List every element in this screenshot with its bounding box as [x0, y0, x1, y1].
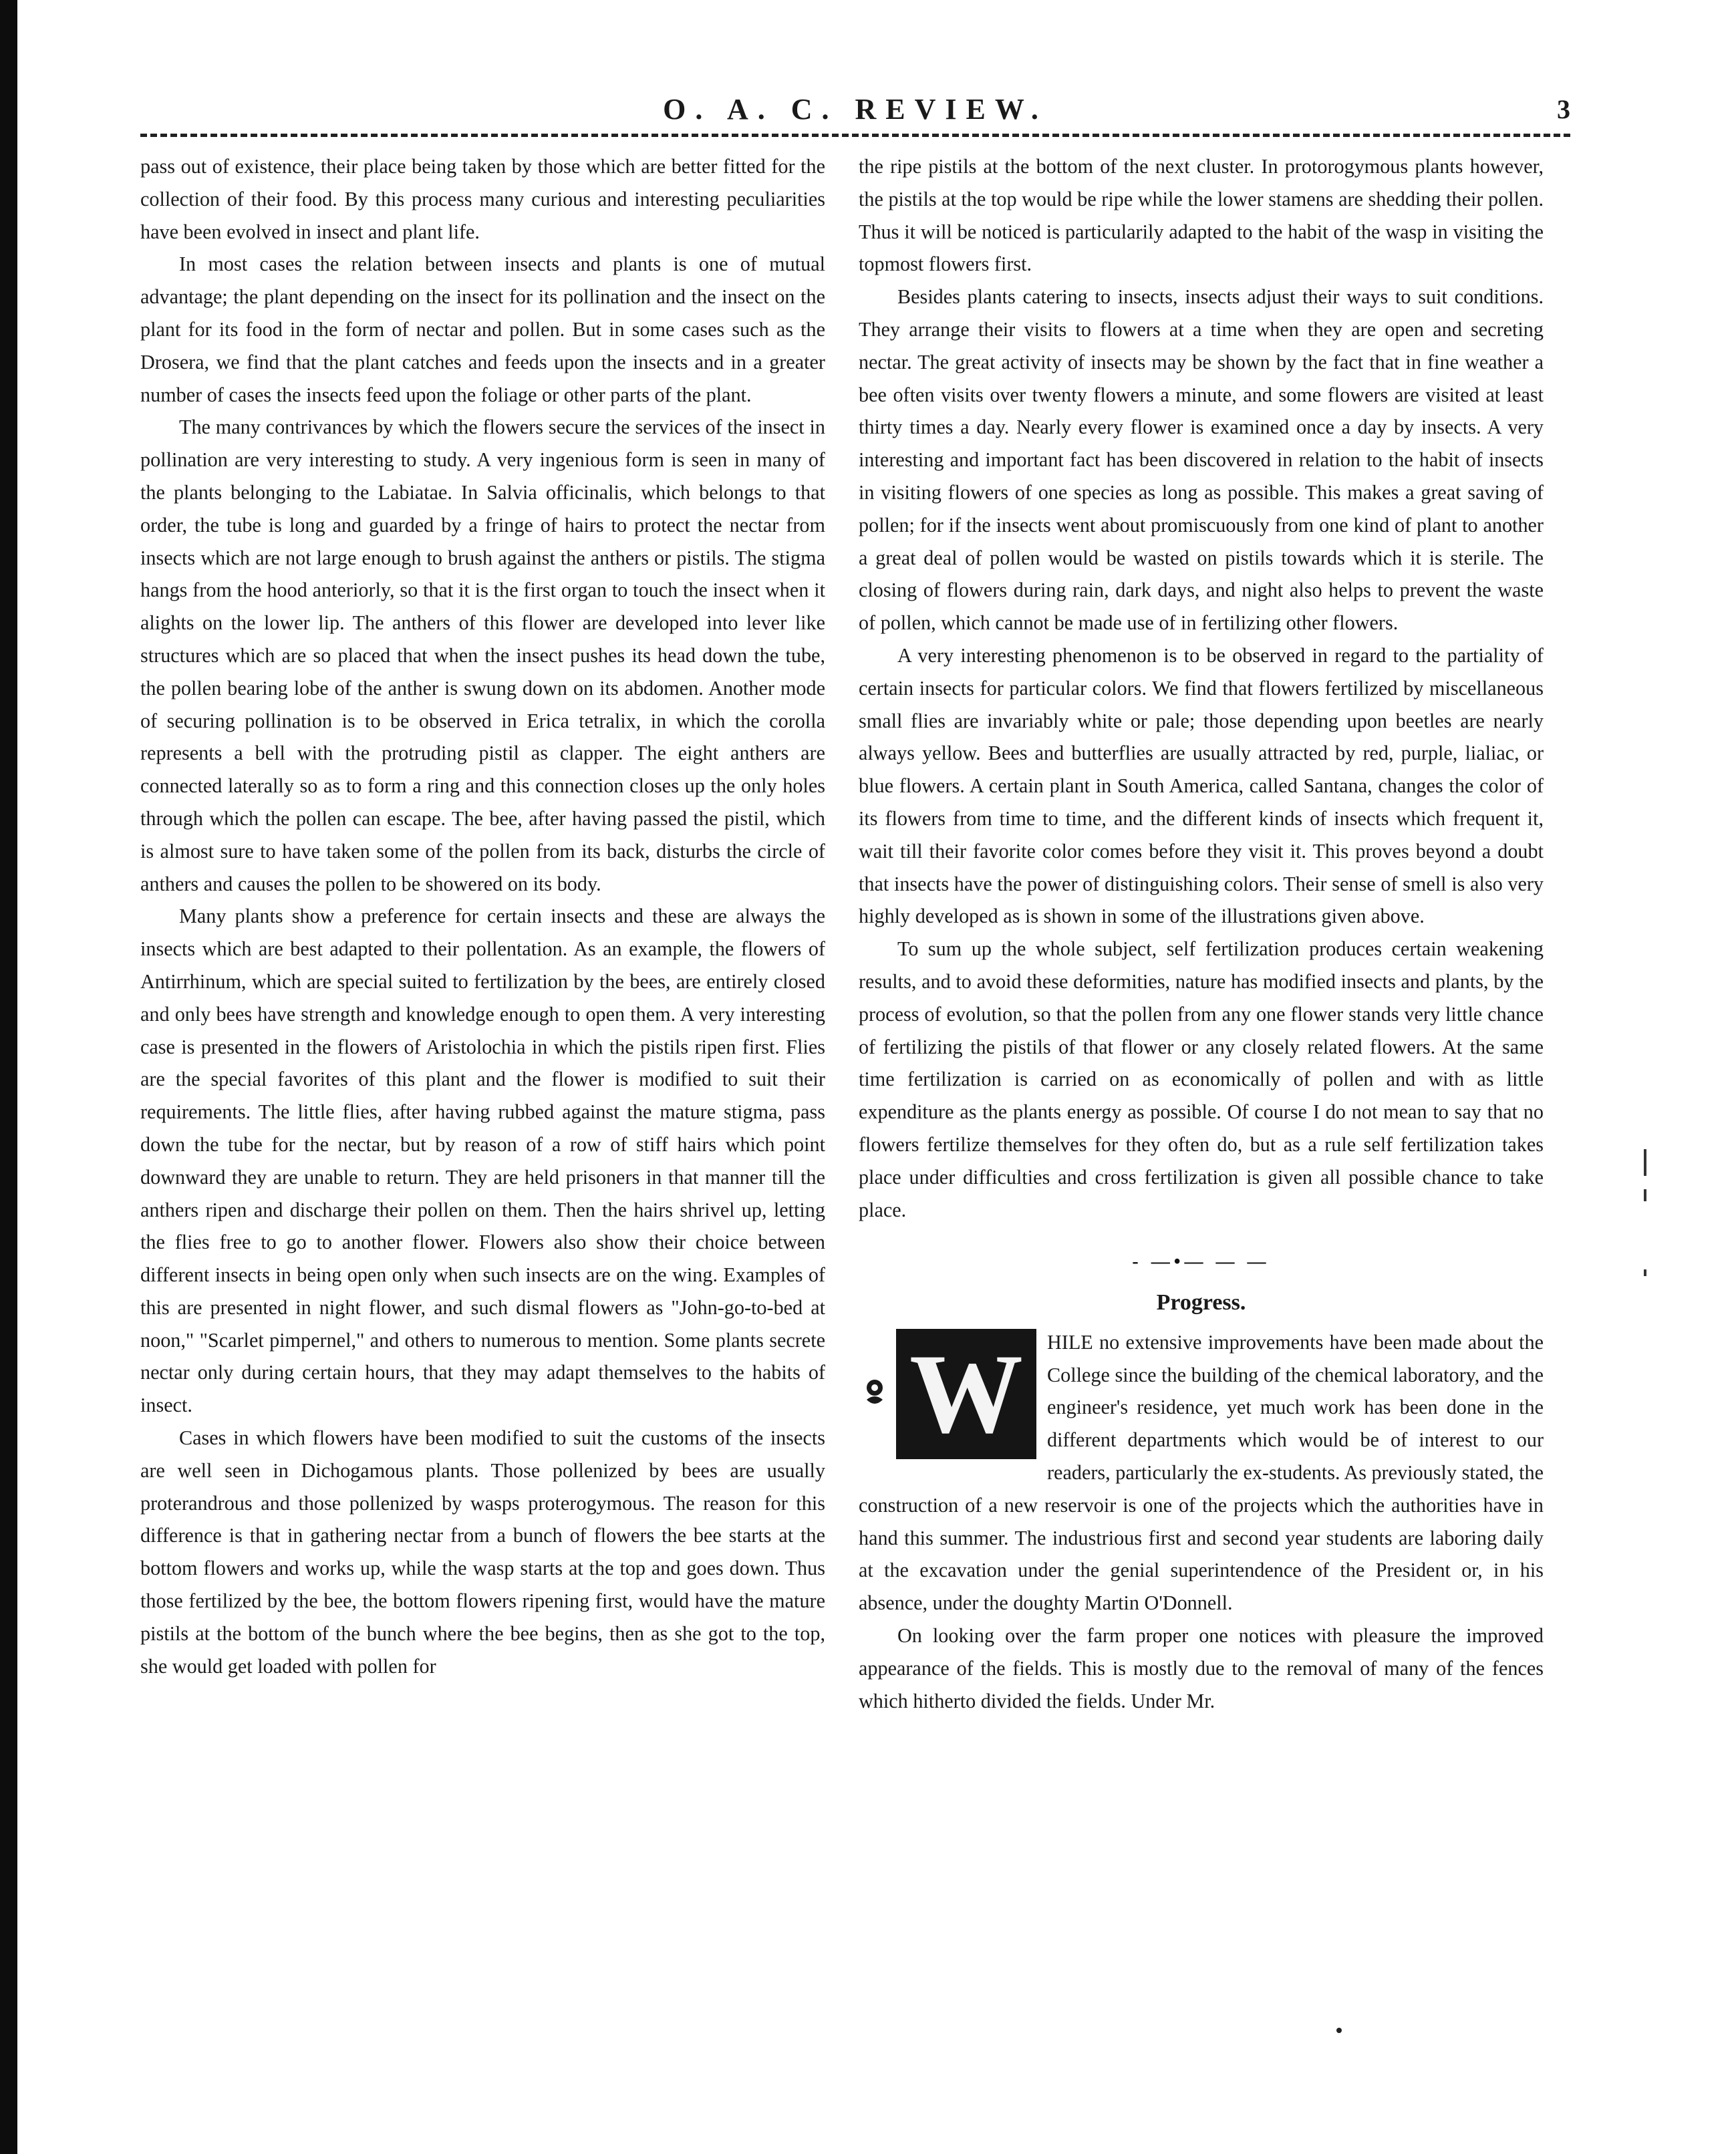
paragraph: A very interesting phenomenon is to be observed in regard to the partiality of certain insects for particular colors. We find that flowers fertilized by miscellaneous small flies are invariably white or pale; those depending upon beetles are nearly always yellow. Bees and butterflies are usually attracted by red, purple, lialiac, or blue flowers. A certain plant in South America, called Santana, changes the color of its flowers from time to time, and the different kinds of insects which frequent it, wait till their favorite color comes before they visit it. This proves beyond a doubt that insects have the power of distinguishing colors. Their sense of smell is also very highly developed as is shown in some of the illustrations given above. [859, 643, 1544, 928]
scan-edge-bar [0, 0, 17, 2154]
paragraph: On looking over the farm proper one notices with pleasure the improved appearance of the fields. This is mostly due to the removal of many of the fences which hitherto divided the fields. Under Mr. [859, 1624, 1544, 1712]
page-number: 3 [1557, 94, 1570, 124]
paragraph: Besides plants catering to insects, insects adjust their ways to suit conditions. They arrange their visits to flowers at a time when they are open and secreting nectar. The great activity of insects may be shown by the fact that in fine weather a bee often visits over twenty flowers a minute, and some flowers are visited at least thirty times a day. Nearly every flower is examined once a day by insects. A very interesting and important fact has been discovered in relation to the habit of insects in visiting flowers of one species as long as possible. This makes a great saving of pollen; for if the insects went about promiscuously from one kind of plant to another a great deal of pollen would be wasted on pistils towards which it is sterile. The closing of flowers during rain, dark days, and night also helps to prevent the waste of pollen, which cannot be made use of in fertilizing other flowers. [859, 285, 1544, 635]
margin-mark [1644, 1269, 1646, 1276]
paragraph: Many plants show a preference for certain insects and these are always the insects which are best adapted to their pollentation. As an example, the flowers of Antirrhinum, which are special suited to fertilization by the bees, are entirely closed and only bees have strength and knowledge enough to open them. A very interesting case is presented in the flowers of Aristolochia in which the pistils ripen first. Flies are the special favorites of this plant and the flower is modified to suit their requirements. The little flies, after having rubbed against the mature stigma, pass down the tube for the nectar, but by reason of a row of stiff hairs which point downward they are unable to return. They are held prisoners in that manner till the anthers ripen and discharge their pollen on them. Then the hairs shrivel up, letting the flies free to go to another flower. Flowers also show their choice between different insects in being open only when such insects are on the wing. Examples of this are presented in night flower, and such dismal flowers as "John-go-to-bed at noon," "Scarlet pimpernel," and others to numerous to mention. Some plants secrete nectar only during certain hours, that they may adapt themselves to the habits of insect. [140, 905, 825, 1417]
ink-speck [1336, 2028, 1342, 2033]
paragraph: the ripe pistils at the bottom of the next cluster. In protorogymous plants however, the pistils at the top would be ripe while the lower stamens are shedding their pollen. Thus it will be noticed is particularily adapted to the habit of the wasp in visiting the topmost flowers first. [859, 155, 1544, 276]
page-header [140, 92, 1570, 139]
margin-mark [1644, 1149, 1646, 1176]
section-divider: - —•— — — [1132, 1251, 1270, 1273]
running-title: O. A. C. REVIEW. [663, 93, 1048, 126]
right-column [859, 150, 1544, 2088]
margin-mark [1644, 1189, 1646, 1201]
paragraph: The many contrivances by which the flowers secure the services of the insect in pollination are very interesting to study. A very ingenious form is seen in many of the plants belonging to the Labiatae. In Salvia officinalis, which belongs to that order, the tube is long and guarded by a fringe of hairs to protect the nectar from insects which are not large enough to brush against the anthers or pistils. The stigma hangs from the hood anteriorly, so that it is the first organ to touch the insect when it alights on the lower lip. The anthers of this flower are developed into lever like structures which are so placed that when the insect pushes its head down the tube, the pollen bearing lobe of the anther is swung down on its abdomen. Another mode of securing pollination is to be observed in Erica tetralix, in which the corolla represents a bell with the protruding pistil as clapper. The eight anthers are connected laterally so as to form a ring and this connection closes up the only holes through which the pollen can escape. The bee, after having passed the pistil, which is almost sure to have taken some of the pollen from its back, disturbs the circle of anthers and causes the pollen to be showered on its body. [140, 416, 825, 895]
paragraph: In most cases the relation between insects and plants is one of mutual advantage; the plant depending on the insect for its pollination and the insect on the plant for its food in the form of nectar and pollen. But in some cases such as the Drosera, we find that the plant catches and feeds upon the insects and in a greater number of cases the insects feed upon the foliage or other parts of the plant. [140, 253, 825, 406]
paragraph: To sum up the whole subject, self fertilization produces certain weakening results, and to avoid these deformities, nature has modified insects and plants, by the process of evolution, so that the pollen from any one flower stands very little chance of fertilizing the pistils of that flower or any closely related flowers. At the same time fertilization is carried on as economically of pollen and with as little expenditure as the plants energy as possible. Of course I do not mean to say that no flowers fertilize themselves for they often do, but as a rule self fertilization takes place under difficulties and cross fertilization is given all possible chance to take place. [859, 937, 1544, 1221]
drop-cap: W [896, 1329, 1036, 1459]
paragraph: Cases in which flowers have been modified to suit the customs of the insects are well seen in Dichogamous plants. Those pollenized by bees are usually proterandrous and those pollenized by wasps proterogymous. The reason for this difference is that in gathering nectar from a bunch of flowers the bee starts at the bottom flowers and works up, while the wasp starts at the top and goes down. Thus those fertilized by the bee, the bottom flowers ripening first, would have the mature pistils at the bottom of the bunch where the bee begins, then as she got to the top, she would get loaded with pollen for [140, 1426, 825, 1678]
header-rule [140, 134, 1570, 137]
paragraph: pass out of existence, their place being taken by those which are better fitted for the collection of their food. By this process many curious and interesting peculiarities have been evolved in insect and plant life. [140, 155, 825, 243]
fleuron-icon [861, 1373, 888, 1413]
progress-article [859, 1326, 1544, 1718]
paragraph: HILE no extensive improvements have been made about the College since the building of the chemical laboratory, and the engineer's residence, yet much work has been done in the different departments which would be of interest to our readers, particularly the ex-students. As previously stated, the construction of a new reservoir is one of the projects which the authorities have in hand this summer. The industrious first and second year students are laboring daily at the excavation under the genial superintendence of the President or, in his absence, under the doughty Martin O'Donnell. [859, 1330, 1544, 1615]
section-heading: Progress. [1156, 1290, 1246, 1316]
left-column [140, 150, 825, 2088]
